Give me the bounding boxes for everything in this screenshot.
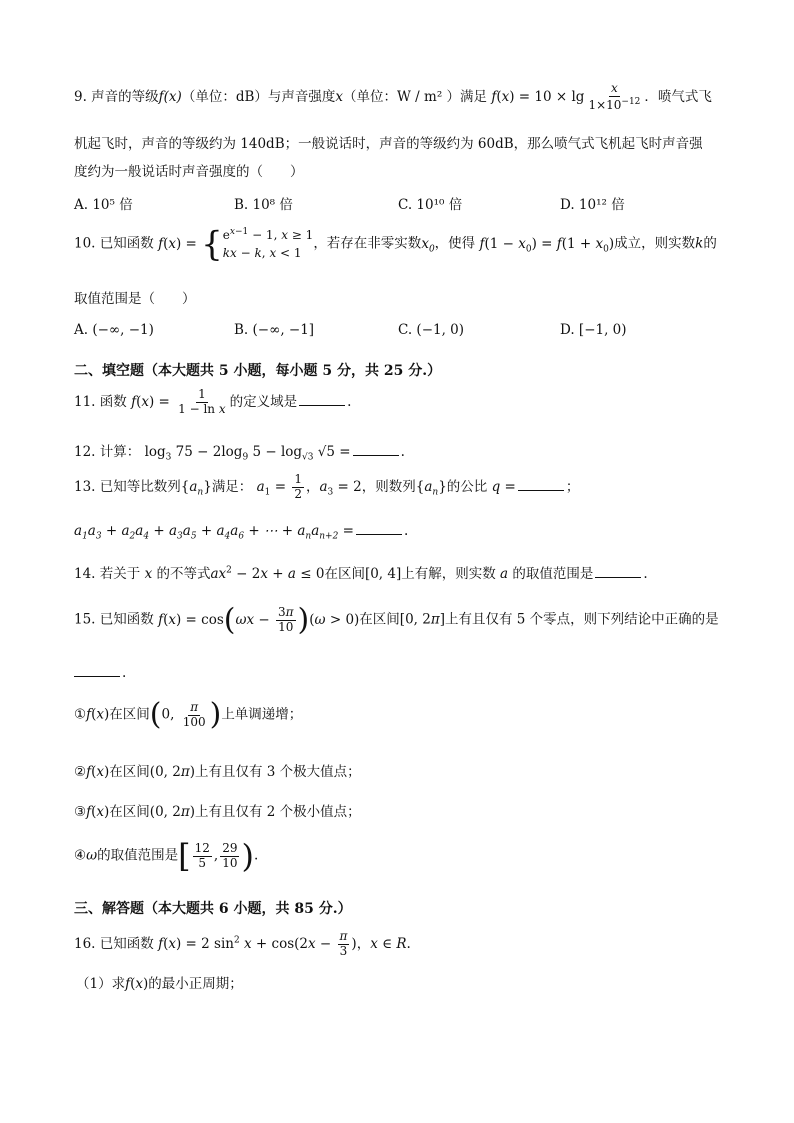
q15-suffix: 上有且仅有 5 个零点，则下列结论中正确的是	[444, 611, 719, 628]
q9-line1	[74, 82, 712, 113]
q13-prefix: 13. 已知等比数列	[74, 478, 181, 495]
q14-mid2: 在区间	[324, 566, 365, 582]
item-text: 上有且仅有 2 个极小值点；	[194, 804, 361, 820]
answer-blank[interactable]	[299, 391, 345, 406]
math-fx: f(x)	[158, 88, 182, 105]
q9-text-d: ．喷气式飞	[644, 88, 712, 105]
math-seq: $\{a_n\}$	[180, 478, 212, 498]
math-fx: f	[86, 764, 92, 780]
q10-equation: $f(1 - x_0) = f(1 + x_0)$	[479, 235, 615, 255]
q9-option-c: C. 10¹⁰ 倍	[398, 197, 463, 213]
q10-mid: ，若存在非零实数	[313, 235, 422, 252]
math-fx: f	[86, 706, 92, 723]
q15-item1: ①f(x)在区间(0, $\frac{\pi}{100}$ )上单调递增；	[74, 697, 303, 732]
q9-text-b: （单位：dB）与声音强度	[181, 88, 336, 105]
math-seq: $\{a_n\}$	[415, 478, 447, 498]
section-2-heading: 二、填空题（本大题共 5 小题，每小题 5 分，共 25 分.）	[74, 363, 442, 379]
math-x: x	[144, 566, 153, 582]
item-text: 的取值范围是	[97, 847, 179, 864]
q10-line2: 取值范围是（ ）	[74, 291, 196, 307]
q14-mid1: 的不等式	[156, 566, 211, 582]
q9-text-a: 9. 声音的等级	[74, 88, 159, 105]
q12-formula: $\log_3 75 - 2\log_9$ $5 - \log_{√3} √5$ =	[144, 444, 351, 463]
item-marker: ①	[74, 706, 87, 723]
q9-option-a: A. 10⁵ 倍	[74, 197, 133, 213]
q9-formula: f(x) = 10 × lg $\frac{x}{1\times 10^{-12}}$	[491, 81, 641, 112]
math-x: x	[335, 88, 344, 105]
q12-end: .	[400, 444, 405, 460]
q14-end: .	[643, 566, 648, 582]
answer-blank[interactable]	[74, 662, 120, 677]
item-text: 在区间	[109, 706, 150, 723]
q16-formula: f(x) = 2 $\sin^2 x + \cos(2x$ − $\frac{\pi}{3}$ )	[158, 929, 357, 958]
q13-mid2: ，则数列	[361, 478, 416, 495]
answer-blank[interactable]	[353, 441, 399, 456]
q10-suffix: 成立，则实数	[614, 235, 696, 252]
q14-mid3: 上有解，则实数	[401, 566, 496, 582]
math-a1: $a_1$ = $\frac{1}{2}$	[256, 472, 302, 501]
q10-option-b: B. (−∞, −1]	[234, 322, 315, 338]
q10-option-d: D. [−1, 0)	[560, 322, 627, 338]
q16-domain: x ∈ R	[370, 935, 407, 952]
q11-formula: f(x) = $\frac{1}{\text{1 − ln x}}$	[131, 387, 226, 416]
q10-suffix2: 的	[703, 235, 717, 252]
item-text: 上有且仅有 3 个极大值点；	[194, 764, 361, 780]
q15-prefix: 15. 已知函数	[74, 611, 154, 628]
item-text: 在区间	[109, 764, 150, 780]
item-text: 上单调递增；	[221, 706, 303, 723]
q16-line	[74, 930, 411, 959]
q14-line: 14. 若关于 x 的不等式$ax^2 - 2x + a \le 0$在区间[0, 4]上有解，则实数 a 的取值范围是 .	[74, 562, 648, 582]
section-3-heading: 三、解答题（本大题共 6 小题，共 85 分.）	[74, 901, 352, 917]
q15-line2-end: .	[122, 665, 127, 681]
q15-line1	[74, 602, 719, 637]
math-fx: f	[125, 976, 131, 992]
q13-mid1: 满足：	[211, 478, 253, 495]
q16-part1: （1）求f(x)的最小正周期；	[76, 976, 243, 992]
q15-item2: ②f(x)在区间(0, 2π)上有且仅有 3 个极大值点；	[74, 764, 361, 780]
item-text: 在区间	[109, 804, 150, 820]
math-interval: [0, 2π]	[399, 611, 445, 628]
math-sum: $a_1a_3 + a_2a_4 + a_3a_5 + a_4a_6$ + ⋯ + $a_na_{n+2}$ =	[74, 523, 354, 542]
q13-mid3: 的公比	[446, 478, 488, 495]
q13-line2-end: .	[403, 523, 409, 539]
math-x0: $x_0$	[421, 235, 435, 255]
item-end: .	[253, 847, 259, 864]
q15-line2	[74, 662, 126, 681]
math-k: k	[695, 235, 704, 252]
q16-suffix: ，	[356, 935, 371, 952]
q15-mid: 在区间	[359, 611, 400, 628]
math-a3: $a_3 = 2$	[319, 478, 362, 498]
q15-item3: ③f(x)在区间(0, 2π)上有且仅有 2 个极小值点；	[74, 804, 361, 820]
q16-prefix: 16. 已知函数	[74, 935, 154, 952]
answer-blank[interactable]	[518, 476, 564, 491]
math-omega: ω	[86, 847, 98, 864]
q10-option-c: C. (−1, 0)	[398, 322, 465, 338]
q9-option-b: B. 10⁸ 倍	[234, 197, 293, 213]
part-label: （1）求	[76, 976, 126, 992]
q10-line1	[74, 226, 717, 262]
q11-prefix: 11. 函数	[74, 393, 127, 410]
q12-line	[74, 440, 405, 463]
part-text: 的最小正周期；	[148, 976, 243, 992]
q12-prefix: 12. 计算：	[74, 444, 141, 460]
math-inequality: ax	[210, 566, 227, 582]
q15-item4: ④ω的取值范围是[ $\frac{12}{5}$ , $\frac{29}{10}$ ).	[74, 837, 259, 875]
q13-line2	[74, 520, 408, 542]
q9-text-c: （单位：W / m² ）满足	[343, 88, 488, 105]
q10-piecewise: f(x) = { $e^{x-1} - 1$, x ≥ 1 kx − k, x < 1	[158, 224, 314, 264]
item-marker: ②	[74, 764, 87, 780]
q14-mid4: 的取值范围是	[512, 566, 594, 582]
q13-line1: 13. 已知等比数列$\{a_n\}$满足： $a_1$ = $\frac{1}{2}$ ，$a_3 = 2$，则数列$\{a_n\}$的公比 q = ；	[74, 472, 580, 501]
q16-end: .	[406, 935, 411, 952]
item-marker: ③	[74, 804, 87, 820]
q10-mid2: ，使得	[434, 235, 476, 252]
q13-end: ；	[565, 478, 580, 495]
answer-blank[interactable]	[595, 563, 641, 578]
q11-line	[74, 388, 351, 417]
math-a: a	[500, 566, 509, 582]
q11-end: .	[347, 393, 352, 410]
answer-blank[interactable]	[356, 520, 402, 535]
q10-prefix: 10. 已知函数	[74, 235, 154, 252]
q14-prefix: 14. 若关于	[74, 566, 141, 582]
math-interval: [0, 4]	[364, 566, 402, 582]
q9-option-d: D. 10¹² 倍	[560, 197, 625, 213]
q9-line2: 机起飞时，声音的等级约为 140dB；一般说话时，声音的等级约为 60dB，那么喷气式飞机起飞时声音强	[74, 136, 703, 152]
q9-line3: 度约为一般说话时声音强度的（ ）	[74, 164, 304, 180]
item-marker: ④	[74, 847, 87, 864]
math-q: q	[491, 478, 501, 495]
q15-formula: f(x) = cos(ωx − $\frac{3\pi}{10}$ )(ω > 0)	[158, 602, 360, 637]
q11-suffix: 的定义域是	[229, 393, 298, 410]
q10-option-a: A. (−∞, −1)	[74, 322, 154, 338]
math-fx: f	[86, 804, 92, 820]
